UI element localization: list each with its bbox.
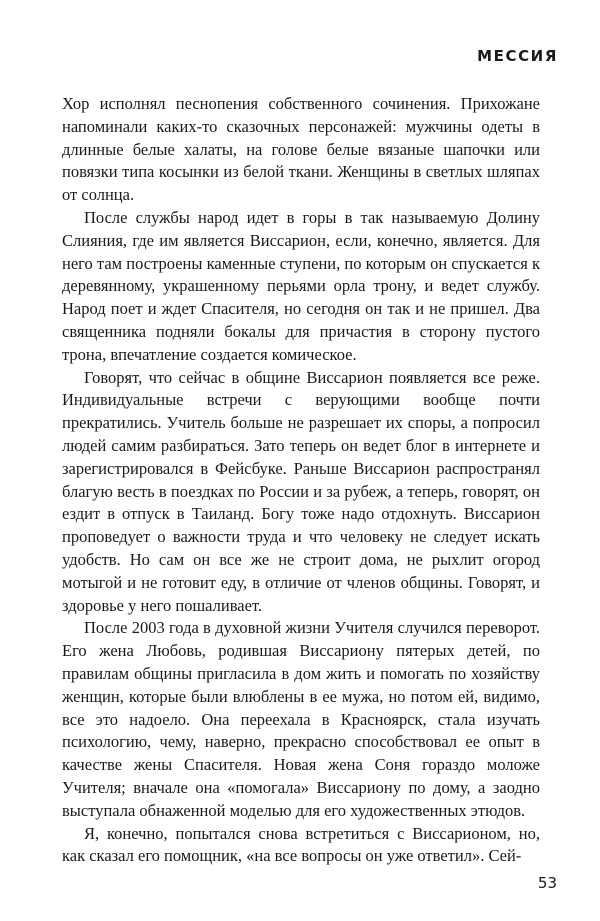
page-number: 53 <box>537 874 557 892</box>
paragraph: Я, конечно, попытался снова встретиться с Виссарионом, но, как сказал его помощник, «на все вопросы он уже ответил». Сей- <box>62 823 540 866</box>
paragraph: Хор исполнял песнопения собственного сочинения. Прихожане напоминали каких-то сказочных персонажей: мужчины одеты в длинные белые халаты, на голове белые вязаные шапочки или повязки типа косынки из белой ткани. Женщины в светлых шляпах от солнца. <box>62 94 540 205</box>
page-body-text <box>62 93 540 868</box>
paragraph: Говорят, что сейчас в общине Виссарион появляется все реже. Индивидуальные встречи с верующими вообще почти прекратились. Учитель больше не разрешает их споры, а попросил людей самим разбираться. Зато теперь он ведет блог в интернете и зарегистрировался в Фейсбуке. Раньше Виссарион распространял благую весть в поездках по России и за рубеж, а теперь, говорят, он ездит в отпуск в Таиланд. Богу тоже надо отдохнуть. Виссарион проповедует о важности труда и что человеку не следует искать удобств. Но сам он все же не строит дома, не рыхлит огород мотыгой и не готовит еду, в отличие от членов общины. Говорят, и здоровье у него пошаливает. <box>62 367 540 615</box>
paragraph: После службы народ идет в горы в так называемую Долину Слияния, где им является Виссарион, если, конечно, является. Для него там построены каменные ступени, по которым он спускается к деревянному, украшенному перьями орла трону, и ведет службу. Народ поет и ждет Спасителя, но сегодня он так и не пришел. Два священника подняли бокалы для причастия в сторону пустого трона, впечатление создается комическое. <box>62 207 540 364</box>
paragraph: После 2003 года в духовной жизни Учителя случился переворот. Его жена Любовь, родившая Виссариону пятерых детей, по правилам общины пригласила в дом жить и помогать по хозяйству женщин, которые были влюблены в ее мужа, но потом ей, видимо, все это надоело. Она переехала в Красноярск, стала изучать психологию, чему, наверно, прекрасно способствовал ее опыт в качестве жены Спасителя. Новая жена Соня гораздо моложе Учителя; вначале она «помогала» Виссариону по дому, а заодно выступала обнаженной моделью для его художественных этюдов. <box>62 618 540 820</box>
running-head-title: МЕССИЯ <box>477 47 558 65</box>
